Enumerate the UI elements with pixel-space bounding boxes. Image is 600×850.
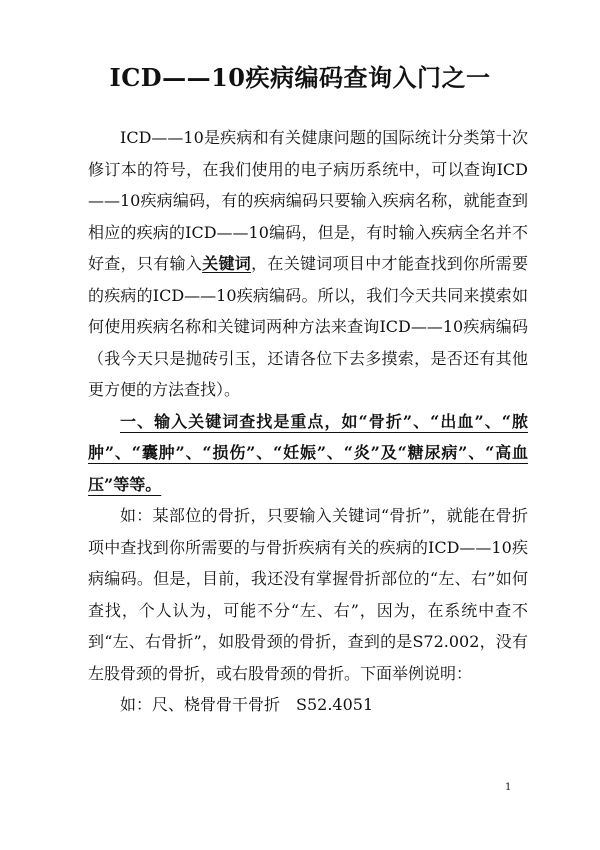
example-line: 如：尺、桡骨骨干骨折 S52.4051 <box>120 695 374 714</box>
document-body <box>88 122 528 721</box>
intro-text-before-keyword: ICD——10是疾病和有关健康问题的国际统计分类第十次修订本的符号，在我们使用的电子病历系统中，可以查询ICD——10疾病编码，有的疾病编码只要输入疾病名称，就能查到相应的疾病的ICD——10编码，但是，有时输入疾病全名并不好查，只有输入 <box>88 128 528 273</box>
keyword-underlined: 关键词 <box>202 254 252 273</box>
fracture-paragraph: 如：某部位的骨折，只要输入关键词“骨折”，就能在骨折项中查找到你所需要的与骨折疾病有关的疾病的ICD——10疾病编码。但是，目前，我还没有掌握骨折部位的“左、右”如何查找，个人认为，可能不分“左、右”，因为，在系统中查不到“左、右骨折”，如股骨颈的骨折，查到的是S72.002，没有左股骨颈的骨折，或右股骨颈的骨折。下面举例说明： <box>88 506 528 683</box>
page-number: 1 <box>505 782 512 793</box>
section-heading-text: 一、输入关键词查找是重点，如“骨折”、“出血”、“脓肿”、“囊肿”、“损伤”、“妊娠”、“炎”及“糖尿病”、“高血压”等等。 <box>88 411 528 494</box>
intro-text-after-keyword: ，在关键词项目中才能查找到你所需要的疾病的ICD——10疾病编码。所以，我们今天共同来摸索如何使用疾病名称和关键词两种方法来查询ICD——10疾病编码（我今天只是抛砖引玉，还请各位下去多摸索，是否还有其他更方便的方法查找）。 <box>88 254 528 399</box>
intro-paragraph <box>88 122 528 406</box>
section-heading <box>88 406 528 501</box>
document-title: ICD——10疾病编码查询入门之一 <box>109 63 491 92</box>
